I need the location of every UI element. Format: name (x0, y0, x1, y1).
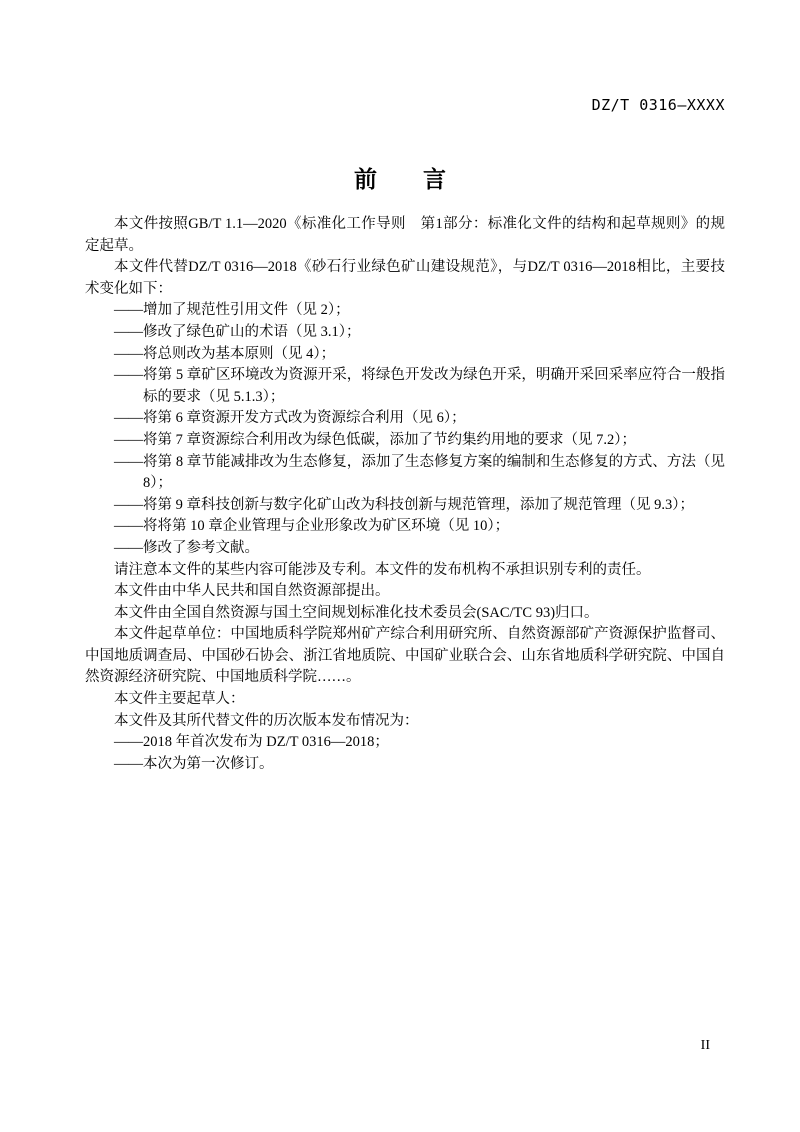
foreword-list-item: ——将总则改为基本原则（见 4）； (114, 345, 336, 362)
foreword-list-item: ——修改了绿色矿山的术语（见 3.1）； (114, 323, 361, 340)
foreword-list-item: ——将第 6 章资源开发方式改为资源综合利用（见 6）； (114, 410, 466, 427)
foreword-paragraph: 本文件及其所代替文件的历次版本发布情况为： (114, 712, 419, 729)
foreword-paragraph: 本文件由全国自然资源与国土空间规划标准化技术委员会(SAC/TC 93)归口。 (114, 604, 599, 621)
foreword-list-item: ——将将第 10 章企业管理与企业形象改为矿区环境（见 10）； (114, 518, 510, 535)
foreword-list-item: ——将第 9 章科技创新与数字化矿山改为科技创新与规范管理，添加了规范管理（见 9.3）； (114, 496, 694, 513)
foreword-paragraph: 本文件按照GB/T 1.1—2020《标准化工作导则 第1部分：标准化文件的结构和起草规则》的规定起草。 (85, 216, 725, 254)
foreword-paragraph: 本文件起草单位：中国地质科学院郑州矿产综合利用研究所、自然资源部矿产资源保护监督司、中国地质调查局、中国砂石协会、浙江省地质院、中国矿业联合会、山东省地质科学研究院、中国自然资源经济研究院、中国地质科学院……。 (85, 626, 725, 686)
foreword-paragraph: 本文件主要起草人： (114, 691, 245, 708)
foreword-list-item: ——本次为第一次修订。 (114, 755, 274, 772)
foreword-paragraph: 本文件由中华人民共和国自然资源部提出。 (114, 583, 390, 600)
foreword-body (85, 214, 725, 775)
document-code-header: DZ/T 0316—XXXX (591, 96, 725, 114)
foreword-list-item: ——增加了规范性引用文件（见 2）； (114, 302, 350, 319)
foreword-list-item: ——将第 8 章节能减排改为生态修复，添加了生态修复方案的编制和生态修复的方式、方法（见 8）； (114, 453, 725, 492)
foreword-paragraph: 本文件代替DZ/T 0316—2018《砂石行业绿色矿山建设规范》，与DZ/T 0316—2018相比，主要技术变化如下： (85, 259, 725, 297)
foreword-list-item: ——2018 年首次发布为 DZ/T 0316—2018； (114, 734, 389, 751)
foreword-list-item: ——将第 7 章资源综合利用改为绿色低碳，添加了节约集约用地的要求（见 7.2）； (114, 431, 636, 448)
page-title: 前 言 (354, 166, 446, 192)
page-number: II (700, 1038, 710, 1053)
foreword-list-item: ——修改了参考文献。 (114, 539, 259, 556)
foreword-list-item: ——将第 5 章矿区环境改为资源开采，将绿色开发改为绿色开采，明确开采回采率应符合一般指标的要求（见 5.1.3）； (114, 367, 725, 405)
foreword-paragraph: 请注意本文件的某些内容可能涉及专利。本文件的发布机构不承担识别专利的责任。 (114, 561, 651, 578)
